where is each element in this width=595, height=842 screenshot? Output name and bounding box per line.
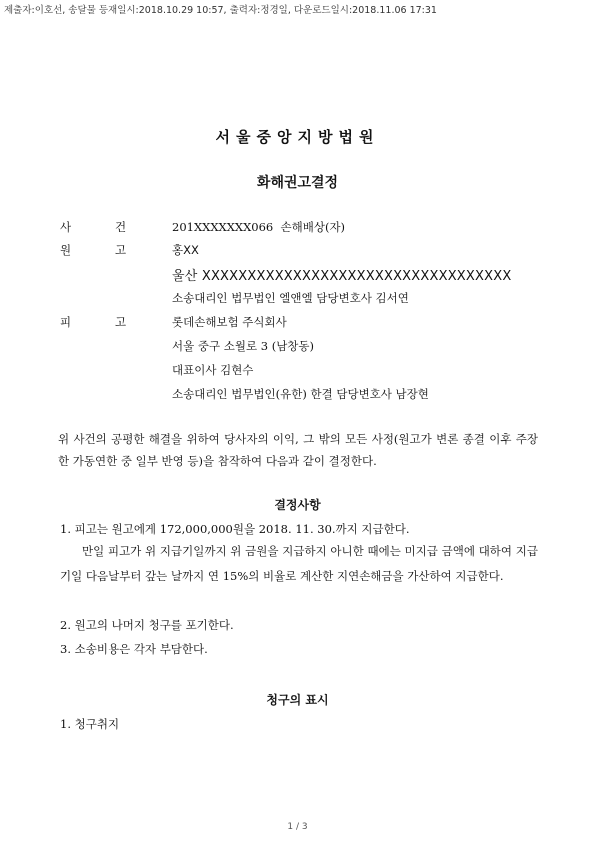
plaintiff-name: 홍XX [172, 243, 199, 257]
decision-item-2: 2. 원고의 나머지 청구를 포기한다. [60, 618, 234, 632]
claim-section-title: 청구의 표시 [266, 693, 329, 707]
decision-item-1-detail: 만일 피고가 위 지급기일까지 위 금원을 지급하지 아니한 때에는 미지급 금액에 대하여 지급기일 다음날부터 갚는 날까지 연 15%의 비율로 계산한 지연손해금을 가산하여 지급한다. [60, 544, 538, 583]
case-value [172, 219, 345, 235]
intro-paragraph: 위 사건의 공평한 해결을 위하여 당사자의 이익, 그 밖의 모든 사정(원고가 변론 종결 이후 주장한 가동연한 중 일부 반영 등)을 참작하여 다음과 같이 결정한다. [58, 432, 538, 468]
defendant-name: 롯데손해보험 주식회사 [172, 315, 287, 329]
page-number: 1 / 3 [287, 822, 308, 832]
case-number: 201XXXXXXX066 [172, 220, 274, 234]
document-title: 화해권고결정 [256, 175, 339, 191]
download-info-header: 제출자:이호선, 송달물 등재일시:2018.10.29 10:57, 출력자:정경일, 다운로드일시:2018.11.06 17:31 [4, 5, 437, 16]
defendant-address: 서울 중구 소월로 3 (남창동) [172, 339, 315, 353]
case-name: 손해배상(자) [280, 220, 346, 234]
defendant-counsel: 소송대리인 법무법인(유한) 한결 담당변호사 남장현 [172, 387, 429, 401]
plaintiff-label-2: 고 [115, 243, 127, 257]
case-label-2: 건 [115, 220, 127, 234]
court-name: 서울중앙지방법원 [215, 128, 380, 146]
claim-item-1: 1. 청구취지 [60, 717, 120, 731]
decision-item-1: 1. 피고는 원고에게 172,000,000원을 2018. 11. 30.까지 지급한다. [60, 522, 410, 536]
case-label-1: 사 [60, 220, 72, 234]
plaintiff-counsel: 소송대리인 법무법인 엘앤엘 담당변호사 김서연 [172, 291, 409, 305]
defendant-representative: 대표이사 김현수 [172, 363, 254, 377]
plaintiff-label-1: 원 [60, 243, 72, 257]
defendant-label-2: 고 [115, 315, 127, 329]
defendant-label-1: 피 [60, 315, 72, 329]
decision-item-3: 3. 소송비용은 각자 부담한다. [60, 642, 208, 656]
decision-section-title: 결정사항 [274, 498, 321, 512]
plaintiff-address: 울산 XXXXXXXXXXXXXXXXXXXXXXXXXXXXXXXXXX [172, 269, 512, 284]
